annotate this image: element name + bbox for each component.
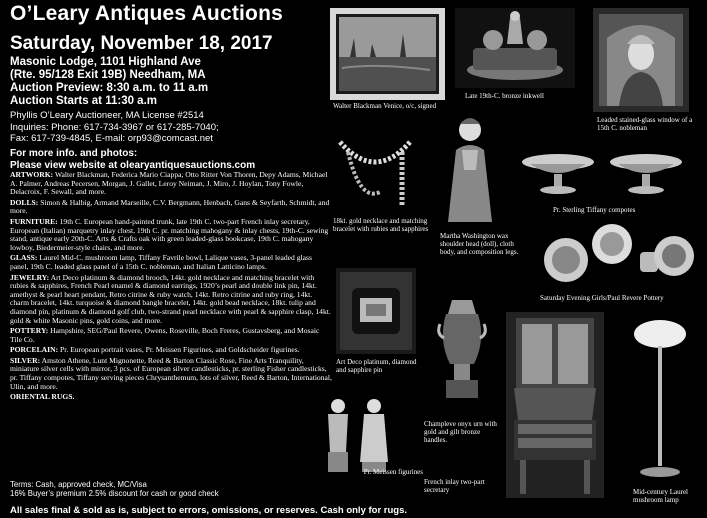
compotes-caption: Pr. Sterling Tiffany compotes bbox=[553, 206, 636, 214]
necklace-caption: 18kt. gold necklace and matching bracelet with rubies and sapphires bbox=[333, 217, 429, 234]
window-caption: Leaded stained-glass window of a 15th C. nobleman bbox=[597, 116, 693, 133]
urn-caption: Champleve onyx urn with gold and gilt bronze handles. bbox=[424, 420, 497, 445]
preview-time: Auction Preview: 8:30 a.m. to 11 a.m bbox=[10, 82, 209, 94]
terms-payment: Terms: Cash, approved check, MC/Visa bbox=[10, 480, 147, 489]
auction-address bbox=[10, 56, 208, 108]
bronze-inkwell-photo bbox=[455, 8, 575, 88]
website-intro: For more info. and photos: bbox=[10, 148, 138, 159]
terms bbox=[10, 480, 219, 498]
final-note: All sales final & sold as is, subject to errors, omissions, or reserves. Cash only for rugs. bbox=[10, 505, 408, 516]
category-artwork: ARTWORK: Walter Blackman, Federica Mario Ciappa, Otto Ritter Von Thoren, Depy Adams, Michael A. Palmer, Andreas Pecersen, Morgan, J. Gallet, Leroy Neiman, J. Miro, J. Hoylan, Tony Fowle, Delacroix, F. Sewall, and more. bbox=[10, 170, 328, 197]
category-dolls: DOLLS: Simon & Halbig, Armand Marseille, C.V. Bergmann, Henbach, Gans & Seyfarth, Schmidt, and more. bbox=[10, 197, 330, 216]
tiffany-compotes-photo bbox=[510, 142, 695, 202]
category-glass: GLASS: Laurel Mid-C. mushroom lamp, Tiffany Favrile bowl, Lalique vases, 3-panel leaded glass panel, 19th C. leaded glass panel of a 15th C. nobleman, and Italian Latticino lamps. bbox=[10, 253, 312, 271]
address-line: (Rte. 95/128 Exit 19B) Needham, MA bbox=[10, 69, 206, 81]
auctioneer-line: Phyllis O’Leary Auctioneer, MA License #2514 bbox=[10, 110, 204, 121]
venice-caption: Walter Blackman Venice, o/c, signed bbox=[333, 102, 437, 110]
website-link[interactable]: Please view website at olearyantiquesauctions.com bbox=[10, 159, 256, 171]
category-list bbox=[10, 171, 332, 404]
contact-info bbox=[10, 110, 219, 145]
auction-title: O’Leary Antiques Auctions bbox=[10, 2, 283, 25]
category-furniture: FURNITURE: 19th C. European hand-painted trunk, late 19th C. two-part French inlay secretary, European (Italian) marquetry inlay chest, 19th C. pr. matching mahogany & inlay chests, 19th-C. sewing stand, antique early 20th-C. Arts & Crafts oak with green leaded-glass bookcase, 19th C. mahogany lowboy, Biedermeier-style chairs, and more. bbox=[10, 216, 329, 252]
secretary-photo bbox=[506, 312, 604, 498]
brooch-caption: Art Deco platinum, diamond and sapphire pin bbox=[336, 358, 417, 375]
category-silver: SILVER: Amston Athene, Lunt Mignonette, Reed & Barton Classic Rose, Fine Arts Tranquility, miniature silver cells with mirror, 3 pcs. of European silver candlesticks, pr. sterling Fisher candlesticks, pr. Tiffany compotes, Tiffany serving pieces Chrysanthemum, lots of silver, Reed & Barton, International, Ulin, and more. bbox=[10, 355, 332, 391]
phone-line: Inquiries: Phone: 617-734-3967 or 617-285-7040; bbox=[10, 121, 219, 133]
meissen-caption: Pr. Meissen figurines bbox=[363, 468, 423, 476]
wax-doll-photo bbox=[440, 110, 500, 228]
category-jewelry: JEWELRY: Art Deco platinum & diamond brooch, 14kt. gold necklace and matching bracelet with rubies & sapphires, French Pearl enamel & diamond earrings, 1920’s pearl and double link pin, 14kt. amethyst & pearl heart pendant, Retro citrine & ruby watch, 14kt. Retro citrine and ruby ring, 14kt. charm bracelet, 14kt. turquoise & diamond bangle bracelet, 14kt. gold bead necklace, 18kt. tulip and diamond pin, platinum & diamond golf club, two-strand pearl necklace with pearl & sapphire clasp, 14kt. gold & white Masonic pins, gold coins, and more. bbox=[10, 272, 331, 325]
terms-premium: 16% Buyer’s premium 2.5% discount for cash or good check bbox=[10, 489, 219, 498]
pottery-photo bbox=[540, 216, 698, 290]
mushroom-lamp-photo bbox=[620, 312, 700, 488]
fax-email-line: Fax: 617-739-4845, E-mail: orp93@comcast.net bbox=[10, 133, 213, 144]
address-line: Masonic Lodge, 1101 Highland Ave bbox=[10, 56, 201, 68]
onyx-urn-photo bbox=[434, 290, 490, 406]
category-rugs: ORIENTAL RUGS. bbox=[10, 392, 75, 402]
pottery-caption: Saturday Evening Girls/Paul Revere Pottery bbox=[540, 294, 664, 302]
venice-painting-photo bbox=[330, 8, 445, 100]
lamp-caption: Mid-century Laurel mushroom lamp bbox=[633, 488, 689, 505]
website-info bbox=[10, 148, 255, 171]
auction-date: Saturday, November 18, 2017 bbox=[10, 33, 273, 54]
secretary-caption: French inlay two-part secretary bbox=[424, 478, 485, 495]
gold-necklace-photo bbox=[330, 122, 420, 212]
start-time: Auction Starts at 11:30 a.m bbox=[10, 95, 157, 107]
brooch-photo bbox=[336, 268, 416, 354]
doll-caption: Martha Washington wax shoulder head (doll), cloth body, and composition legs. bbox=[440, 232, 519, 257]
category-pottery: POTTERY: Hampshire, SEG/Paul Revere, Owens, Roseville, Boch Freres, Gustavsberg, and Mosaic Tile Co. bbox=[10, 326, 320, 344]
inkwell-caption: Late 19th-C. bronze inkwell bbox=[465, 92, 544, 100]
stained-glass-window-photo bbox=[593, 8, 689, 112]
category-porcelain: PORCELAIN: Pr. European portrait vases, Pr. Meissen Figurines, and Goldscheider figurines. bbox=[10, 345, 300, 355]
